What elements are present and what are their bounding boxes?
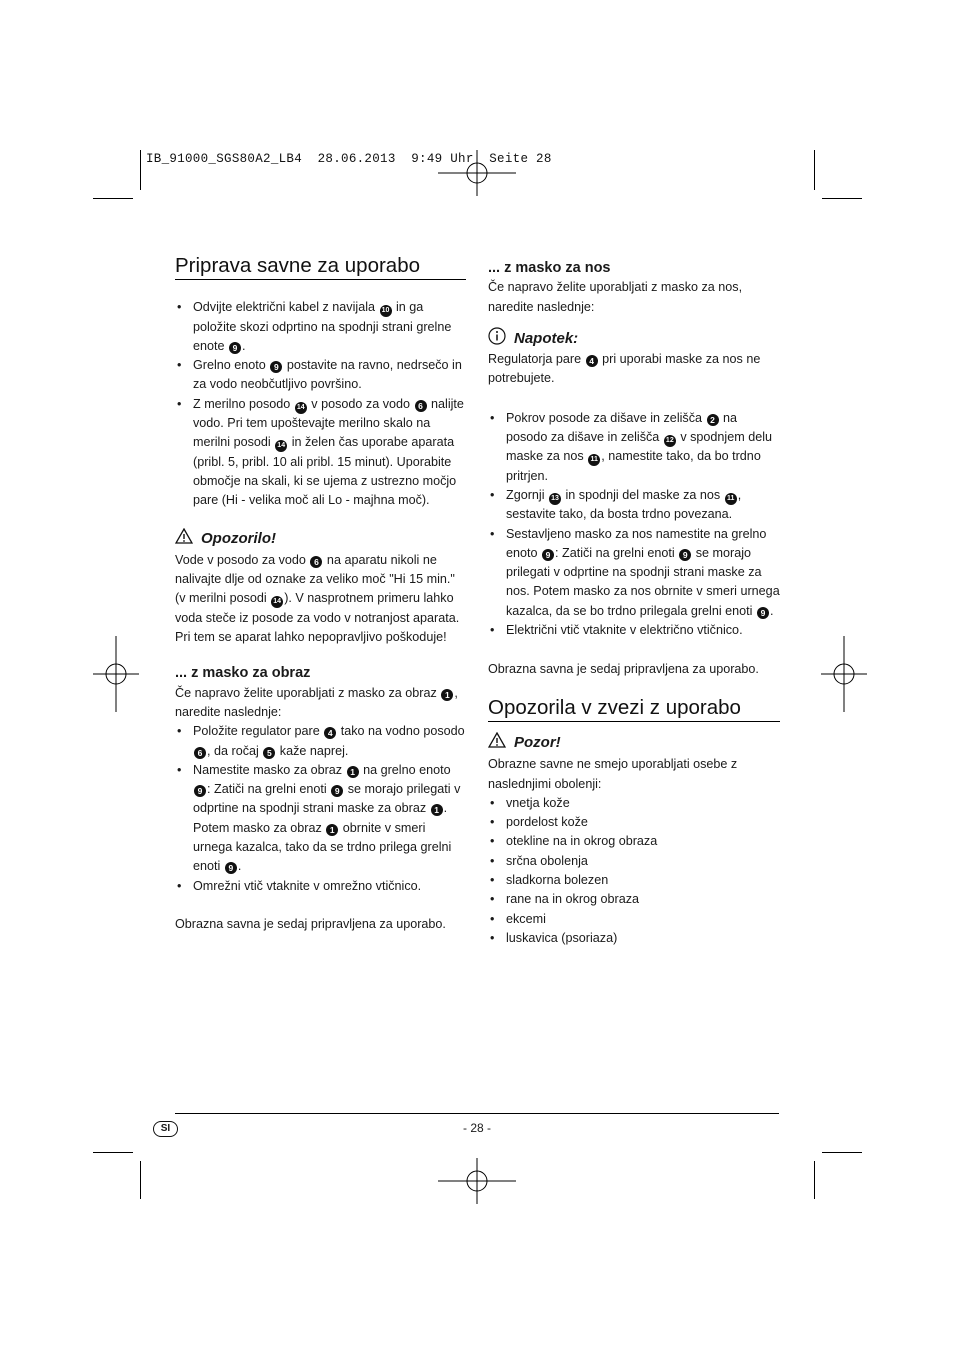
list-item: • vnetja kože [488, 794, 780, 813]
footer-rule [175, 1113, 779, 1114]
list-item: • Grelno enoto 9 postavite na ravno, nedrsečo in za vodo neobčutljivo površino. [175, 356, 466, 395]
prep-list [175, 298, 466, 510]
crop-mark [93, 198, 133, 199]
crop-mark [140, 150, 141, 190]
part-number-badge: 9 [229, 342, 241, 354]
part-number-badge: 9 [225, 862, 237, 874]
part-number-badge: 4 [586, 355, 598, 367]
ready-text: Obrazna savna je sedaj pripravljena za uporabo. [488, 662, 759, 677]
part-number-badge: 11 [588, 454, 600, 466]
part-number-badge: 12 [664, 435, 676, 447]
ready-text: Obrazna savna je sedaj pripravljena za uporabo. [175, 916, 446, 931]
warning-icon [488, 732, 506, 753]
part-number-badge: 9 [331, 785, 343, 797]
section-heading: Priprava savne za uporabo [175, 254, 421, 277]
part-number-badge: 4 [324, 727, 336, 739]
heading-rule [175, 279, 466, 280]
face-mask-list [175, 722, 466, 896]
list-item: • Omrežni vtič vtaknite v omrežno vtičnico. [175, 877, 466, 896]
note-title: Napotek: [514, 329, 579, 347]
part-number-badge: 1 [347, 766, 359, 778]
list-item: • luskavica (psoriaza) [488, 929, 780, 948]
registration-mark-left [93, 636, 139, 712]
list-item: • Pokrov posode za dišave in zelišča 2 na posodo za dišave in zelišča 12 v spodnjem delu maske za nos 11 , namestite tako, da bo trdno pritrjen. [488, 409, 780, 486]
page-number: - 28 - [462, 1121, 491, 1135]
part-number-badge: 9 [270, 361, 282, 373]
crop-mark [822, 1152, 862, 1153]
warning-heading [175, 528, 466, 549]
list-item: • Položite regulator pare 4 tako na vodno posodo 6 , da ročaj 5 kaže naprej. [175, 722, 466, 761]
conditions-list [488, 794, 780, 948]
caution-title: Pozor! [514, 733, 561, 751]
list-item: • Zgornji 13 in spodnji del maske za nos 11 , sestavite tako, da bosta trdno povezana. [488, 486, 780, 525]
warning-title: Opozorilo! [201, 529, 276, 547]
part-number-badge: 6 [415, 400, 427, 412]
part-number-badge: 1 [326, 824, 338, 836]
note-text: Regulatorja pare 4 pri uporabi maske za nos ne potrebujete. [488, 352, 761, 386]
crop-mark [140, 1161, 141, 1199]
note-heading [488, 327, 780, 350]
list-item: • Električni vtič vtaknite v električno vtičnico. [488, 621, 780, 640]
section-heading-warnings: Opozorila v zvezi z uporabo [488, 695, 741, 719]
face-mask-title: ... z masko za obraz [175, 665, 311, 682]
part-number-badge: 5 [263, 747, 275, 759]
part-number-badge: 14 [275, 440, 287, 452]
caution-intro: Obrazne savne ne smejo uporabljati osebe z naslednjimi obolenji: [488, 757, 738, 791]
list-item: • rane na in okrog obraza [488, 890, 780, 909]
right-column [488, 259, 780, 948]
part-number-badge: 14 [271, 596, 283, 608]
list-item: • otekline na in okrog obraza [488, 832, 780, 851]
part-number-badge: 9 [679, 549, 691, 561]
list-item: • ekcemi [488, 910, 780, 929]
part-number-badge: 2 [707, 414, 719, 426]
crop-mark [822, 198, 862, 199]
part-number-badge: 1 [441, 689, 453, 701]
nose-mask-list [488, 409, 780, 641]
list-item: • Namestite masko za obraz 1 na grelno enoto 9 : Zatiči na grelni enoti 9 se morajo prilegati v odprtine na spodnji strani maske za obraz 1 . Potem masko za obraz 1 obrnite v smeri urnega kazalca, tako da se trdno prilega grelni enoti 9 . [175, 761, 466, 877]
part-number-badge: 11 [725, 493, 737, 505]
registration-mark-bottom [438, 1158, 516, 1204]
left-column [175, 256, 466, 934]
part-number-badge: 10 [380, 305, 392, 317]
nose-mask-title: ... z masko za nos [488, 260, 611, 276]
list-item: • srčna obolenja [488, 852, 780, 871]
list-item: • Sestavljeno masko za nos namestite na grelno enoto 9 : Zatiči na grelni enoti 9 se morajo prilegati v odprtine na spodnji strani maske za nos. Potem masko za nos obrnite v smeri urnega kazalca, da se bo trdno prilegala grelni enoti 9 . [488, 525, 780, 621]
crop-mark [93, 1152, 133, 1153]
print-slug: IB_91000_SGS80A2_LB4 28.06.2013 9:49 Uhr Seite 28 [146, 152, 552, 166]
part-number-badge: 14 [295, 402, 307, 414]
part-number-badge: 6 [194, 747, 206, 759]
list-item: • sladkorna bolezen [488, 871, 780, 890]
registration-mark-right [821, 636, 867, 712]
heading-rule [488, 721, 780, 722]
list-item: • Odvijte električni kabel z navijala 10 in ga položite skozi odprtino na spodnji strani grelne enote 9 . [175, 298, 466, 356]
language-badge: SI [153, 1121, 178, 1137]
warning-text: Vode v posodo za vodo 6 na aparatu nikoli ne nalivajte dlje od oznake za veliko moč "Hi 15 min." (v merilni posodi 14 ). V nasprotnem primeru lahko voda steče iz posode za vodo v notranjost aparata. Pri tem se aparat lahko nepopravljivo poškoduje! [175, 552, 460, 645]
info-icon [488, 327, 506, 350]
part-number-badge: 1 [431, 804, 443, 816]
part-number-badge: 13 [549, 493, 561, 505]
warning-icon [175, 528, 193, 549]
crop-mark [814, 150, 815, 190]
crop-mark [814, 1161, 815, 1199]
list-item: • pordelost kože [488, 813, 780, 832]
face-mask-intro: Če napravo želite uporabljati z masko za obraz 1 , naredite naslednje: [175, 685, 458, 719]
nose-mask-intro: Če napravo želite uporabljati z masko za nos, naredite naslednje: [488, 280, 743, 314]
list-item: • Z merilno posodo 14 v posodo za vodo 6 nalijte vodo. Pri tem upoštevajte merilno skalo na merilni posodi 14 in želen čas uporabe aparata (pribl. 5, pribl. 10 ali pribl. 15 minut). Uporabite območje na skali, ki se ujema z ustrezno močjo pare (Hi - velika moč ali Lo - majhna moč). [175, 395, 466, 511]
part-number-badge: 9 [757, 607, 769, 619]
part-number-badge: 6 [310, 556, 322, 568]
caution-heading [488, 732, 780, 753]
part-number-badge: 9 [542, 549, 554, 561]
part-number-badge: 9 [194, 785, 206, 797]
